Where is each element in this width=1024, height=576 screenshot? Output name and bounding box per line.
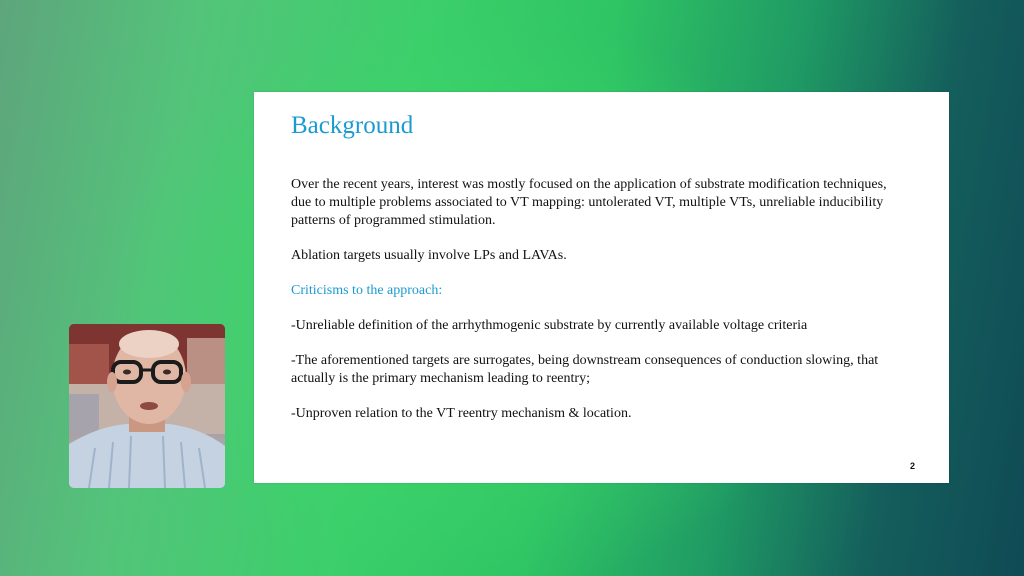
ablation-paragraph: Ablation targets usually involve LPs and LAVAs.	[291, 248, 567, 263]
intro-paragraph: Over the recent years, interest was mostly focused on the application of substrate modification techniques, due to multiple problems associated to VT mapping: untolerated VT, multiple VTs, unreliable inducibility patterns of programmed stimulation.	[291, 177, 887, 228]
criticisms-heading: Criticisms to the approach:	[291, 283, 443, 298]
slide-title: Background	[291, 112, 414, 139]
slide-page-number: 2	[909, 461, 915, 471]
criticism-item-2: -The aforementioned targets are surrogates, being downstream consequences of conduction slowing, that actually is the primary mechanism leading to reentry;	[291, 353, 879, 386]
presenter-video-image	[69, 324, 225, 488]
presenter-webcam-tile	[69, 324, 225, 488]
slide-body	[291, 176, 891, 423]
presentation-slide	[254, 92, 949, 483]
criticism-item-1: -Unreliable definition of the arrhythmogenic substrate by currently available voltage criteria	[291, 318, 808, 333]
criticism-item-3: -Unproven relation to the VT reentry mechanism & location.	[291, 406, 632, 421]
